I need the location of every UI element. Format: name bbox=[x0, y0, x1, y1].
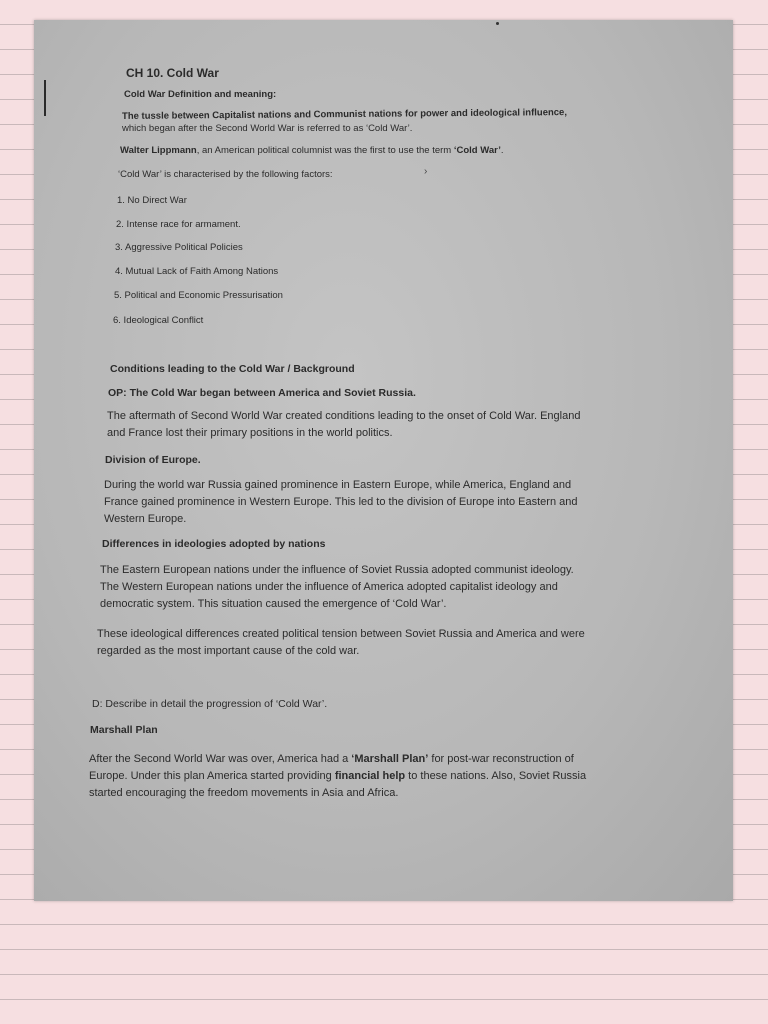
paragraph-line: started encouraging the freedom movements in Asia and Africa. bbox=[89, 787, 399, 799]
marshall-plan-heading: Marshall Plan bbox=[90, 724, 158, 736]
lippmann-text: , an American political columnist was the first to use the term bbox=[196, 145, 454, 156]
lippmann-term: ‘Cold War’ bbox=[453, 145, 501, 156]
factors-intro: ‘Cold War’ is characterised by the following factors: bbox=[118, 169, 333, 180]
factor-item: 1. No Direct War bbox=[117, 195, 187, 206]
paragraph-line: regarded as the most important cause of the cold war. bbox=[97, 645, 360, 657]
paragraph-division bbox=[104, 477, 664, 528]
paragraph-line: Western Europe. bbox=[104, 513, 187, 525]
factor-item: 5. Political and Economic Pressurisation bbox=[114, 290, 283, 301]
factor-item: 3. Aggressive Political Policies bbox=[115, 242, 243, 253]
paragraph-marshall bbox=[89, 751, 689, 802]
definition-heading: Cold War Definition and meaning: bbox=[124, 89, 277, 100]
factor-item: 2. Intense race for armament. bbox=[116, 219, 241, 230]
paragraph-line: France gained prominence in Western Europe. This led to the division of Europe into Eastern and bbox=[104, 496, 578, 508]
lippmann-name: Walter Lippmann bbox=[120, 145, 197, 156]
paragraph-ideology bbox=[100, 562, 660, 613]
financial-help-term: financial help bbox=[334, 770, 406, 782]
factor-item: 4. Mutual Lack of Faith Among Nations bbox=[115, 266, 279, 277]
paragraph-line: These ideological differences created political tension between Soviet Russia and America and were bbox=[97, 628, 585, 640]
paragraph-line: The Eastern European nations under the influence of Soviet Russia adopted communist ideology. bbox=[100, 564, 574, 576]
paragraph-line bbox=[89, 768, 689, 785]
paragraph-line: and France lost their primary positions in the world politics. bbox=[107, 427, 393, 439]
division-heading: Division of Europe. bbox=[105, 454, 201, 466]
definition-text-1: The tussle between Capitalist nations and Communist nations for power and ideological influence, bbox=[121, 107, 568, 122]
text-run: for post-war reconstruction of bbox=[428, 753, 574, 765]
question-line: D: Describe in detail the progression of ‘Cold War’. bbox=[92, 698, 328, 710]
paragraph-aftermath bbox=[107, 408, 667, 442]
paragraph-line bbox=[89, 751, 689, 768]
lippmann-period: . bbox=[500, 145, 504, 156]
marshall-plan-term: ‘Marshall Plan’ bbox=[351, 753, 429, 765]
lippmann-line bbox=[120, 144, 503, 158]
document-content bbox=[34, 20, 733, 901]
text-run: Europe. Under this plan America started providing bbox=[89, 770, 335, 782]
paragraph-line: During the world war Russia gained prominence in Eastern Europe, while America, England and bbox=[104, 479, 572, 491]
document-sheet bbox=[34, 20, 733, 901]
stray-mark: › bbox=[424, 166, 428, 177]
paragraph-line: democratic system. This situation caused the emergence of ‘Cold War’. bbox=[100, 598, 447, 610]
op-line: OP: The Cold War began between America and Soviet Russia. bbox=[108, 387, 416, 399]
text-run: to these nations. Also, Soviet Russia bbox=[405, 770, 587, 782]
factor-item: 6. Ideological Conflict bbox=[113, 315, 204, 326]
paragraph-line: The Western European nations under the influence of America adopted capitalist ideology and bbox=[100, 581, 558, 593]
ideology-heading: Differences in ideologies adopted by nations bbox=[102, 538, 326, 550]
paragraph-tension bbox=[97, 626, 657, 660]
background-heading: Conditions leading to the Cold War / Background bbox=[110, 363, 355, 375]
paragraph-line: The aftermath of Second World War created conditions leading to the onset of Cold War. England bbox=[107, 410, 581, 422]
chapter-title: CH 10. Cold War bbox=[126, 66, 219, 80]
definition-line-2: which began after the Second World War is referred to as ‘Cold War’. bbox=[122, 123, 413, 134]
text-run: After the Second World War was over, America had a bbox=[89, 753, 352, 765]
